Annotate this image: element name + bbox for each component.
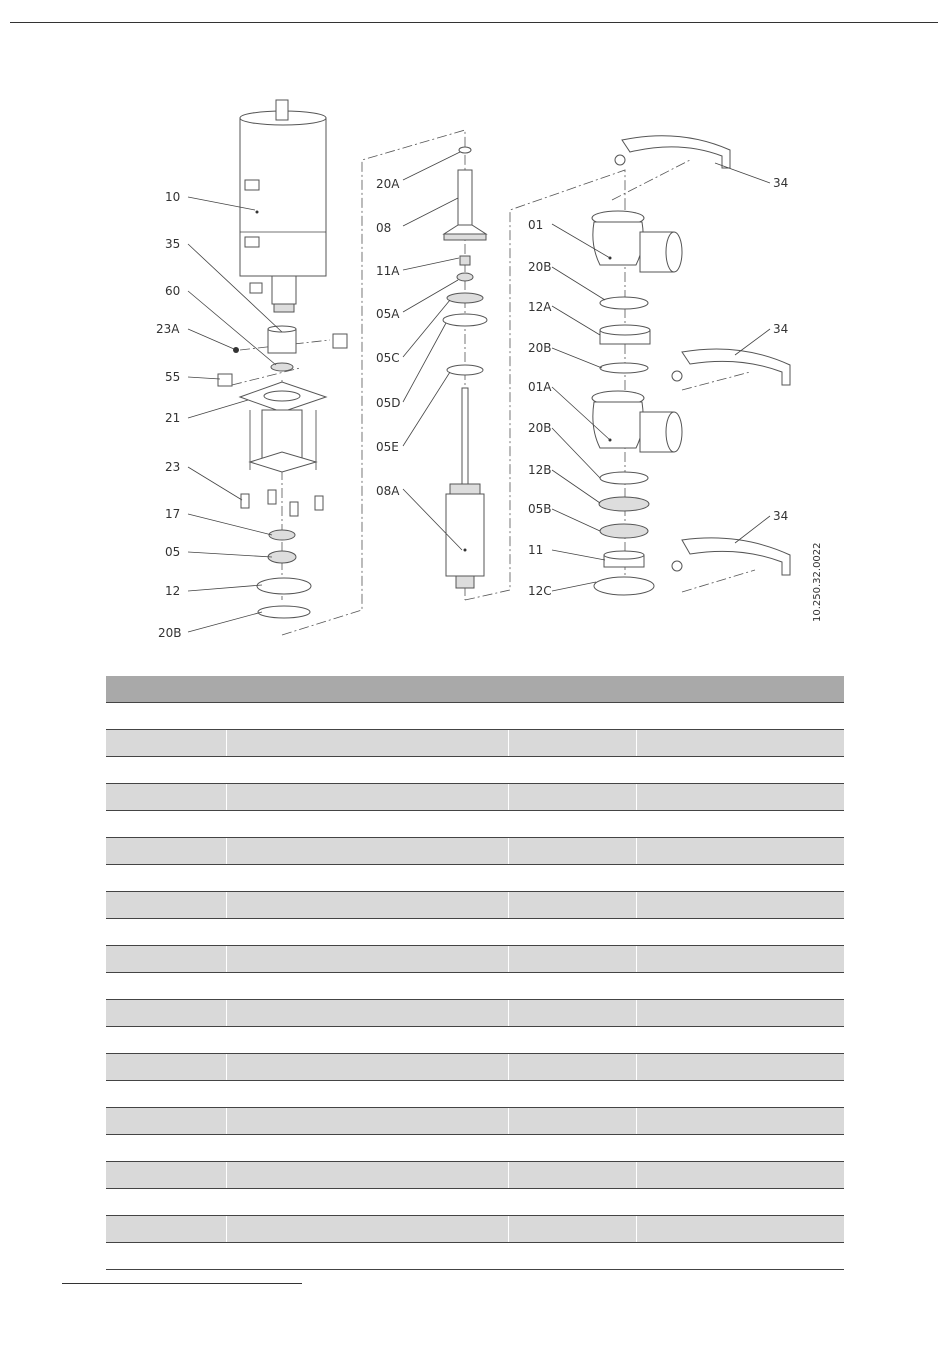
table-cell: [106, 811, 226, 838]
label-55: 55: [165, 370, 181, 384]
part-17: [269, 530, 295, 540]
table-row: [106, 1108, 844, 1135]
table-cell: [226, 1216, 508, 1243]
table-cell: [508, 1162, 636, 1189]
clamp-part-34-bottom: [672, 538, 790, 575]
table-row: [106, 838, 844, 865]
table-cell: [636, 1243, 844, 1270]
table-cell: [106, 1243, 226, 1270]
table-row: [106, 973, 844, 1000]
table-cell: [508, 1216, 636, 1243]
table-header-cell: [508, 676, 636, 703]
table-cell: [106, 946, 226, 973]
table-cell: [636, 1000, 844, 1027]
table-cell: [226, 865, 508, 892]
table-cell: [226, 838, 508, 865]
label-05B: 05B: [528, 502, 552, 516]
table-cell: [106, 1081, 226, 1108]
table-row: [106, 1162, 844, 1189]
table-cell: [226, 919, 508, 946]
clamp-part-34-top: [615, 136, 730, 168]
table-cell: [106, 838, 226, 865]
label-05D: 05D: [376, 396, 401, 410]
table-row: [106, 1243, 844, 1270]
table-cell: [636, 973, 844, 1000]
table-cell: [226, 1081, 508, 1108]
table-cell: [106, 730, 226, 757]
label-01A: 01A: [528, 380, 552, 394]
label-20B-left: 20B: [158, 626, 182, 640]
table-row: [106, 1216, 844, 1243]
table-row: [106, 919, 844, 946]
part-12A: [600, 325, 650, 344]
table-cell: [226, 892, 508, 919]
part-23A: [233, 347, 239, 353]
part-05D: [443, 314, 487, 326]
part-11: [604, 551, 644, 567]
part-60: [271, 363, 293, 371]
table-cell: [226, 703, 508, 730]
table-cell: [508, 1108, 636, 1135]
table-row: [106, 757, 844, 784]
table-cell: [636, 1054, 844, 1081]
table-cell: [508, 784, 636, 811]
label-10: 10: [165, 190, 181, 204]
table-cell: [226, 757, 508, 784]
clamp-line-1: [612, 160, 690, 200]
bottom-rule: [62, 1283, 302, 1284]
label-34-bottom: 34: [773, 509, 789, 523]
label-23A: 23A: [156, 322, 180, 336]
label-21: 21: [165, 411, 181, 425]
label-11A: 11A: [376, 264, 400, 278]
label-05C: 05C: [376, 351, 400, 365]
table-row: [106, 1027, 844, 1054]
plug-part-08A: [446, 388, 484, 588]
part-20B-right-1: [600, 297, 648, 309]
table-cell: [636, 865, 844, 892]
part-20B-right-3: [600, 472, 648, 484]
table-cell: [226, 1108, 508, 1135]
table-cell: [636, 1108, 844, 1135]
table-cell: [508, 757, 636, 784]
table-row: [106, 1054, 844, 1081]
exploded-view-drawing: [0, 0, 950, 670]
table-cell: [636, 730, 844, 757]
table-row: [106, 1189, 844, 1216]
label-23: 23: [165, 460, 181, 474]
table-header-cell: [106, 676, 226, 703]
table-cell: [508, 1027, 636, 1054]
part-20B-left: [258, 606, 310, 618]
table-cell: [106, 1216, 226, 1243]
table-header-cell: [226, 676, 508, 703]
part-12: [257, 578, 311, 594]
table-cell: [636, 946, 844, 973]
label-01: 01: [528, 218, 544, 232]
table-cell: [508, 730, 636, 757]
table-cell: [106, 1189, 226, 1216]
table-cell: [226, 784, 508, 811]
table-cell: [226, 1135, 508, 1162]
table-cell: [636, 703, 844, 730]
table-cell: [636, 1216, 844, 1243]
label-08A: 08A: [376, 484, 400, 498]
table-cell: [508, 1243, 636, 1270]
table-cell: [508, 811, 636, 838]
table-cell: [508, 1189, 636, 1216]
label-34-mid: 34: [773, 322, 789, 336]
table-cell: [106, 973, 226, 1000]
label-05: 05: [165, 545, 181, 559]
part-20A: [459, 147, 471, 153]
label-11: 11: [528, 543, 544, 557]
label-12A: 12A: [528, 300, 552, 314]
table-row: [106, 865, 844, 892]
label-34-top: 34: [773, 176, 789, 190]
part-bracket-small: [333, 334, 347, 348]
table-cell: [508, 865, 636, 892]
table-row: [106, 1000, 844, 1027]
table-cell: [636, 919, 844, 946]
table-cell: [636, 892, 844, 919]
lantern-part-21: [240, 382, 326, 472]
coupling-part-35: [268, 326, 296, 353]
table-cell: [106, 919, 226, 946]
table-cell: [226, 1243, 508, 1270]
label-05E: 05E: [376, 440, 399, 454]
label-12B: 12B: [528, 463, 552, 477]
table-cell: [636, 1135, 844, 1162]
table-cell: [106, 1135, 226, 1162]
table-cell: [226, 1162, 508, 1189]
table-cell: [636, 1027, 844, 1054]
table-row: [106, 811, 844, 838]
table-cell: [106, 784, 226, 811]
label-20B-right-2: 20B: [528, 341, 552, 355]
label-08: 08: [376, 221, 392, 235]
label-60: 60: [165, 284, 181, 298]
clamp-line-3: [682, 570, 755, 592]
table-row: [106, 1081, 844, 1108]
table-cell: [226, 946, 508, 973]
table-cell: [106, 892, 226, 919]
label-20A: 20A: [376, 177, 400, 191]
table-cell: [106, 1054, 226, 1081]
part-05A: [457, 273, 473, 281]
table-cell: [106, 1000, 226, 1027]
housing-part-01A: [592, 391, 682, 452]
table-cell: [636, 784, 844, 811]
table-cell: [508, 1081, 636, 1108]
table-cell: [226, 1054, 508, 1081]
table-header-cell: [636, 676, 844, 703]
table-cell: [636, 1081, 844, 1108]
table-cell: [106, 1162, 226, 1189]
table-cell: [226, 973, 508, 1000]
table-cell: [226, 811, 508, 838]
table-cell: [226, 1000, 508, 1027]
table-cell: [226, 1027, 508, 1054]
table-cell: [636, 1189, 844, 1216]
part-11A: [460, 256, 470, 265]
table-cell: [106, 1108, 226, 1135]
table-row: [106, 1135, 844, 1162]
table-cell: [508, 946, 636, 973]
table-cell: [636, 838, 844, 865]
part-12B: [599, 497, 649, 511]
housing-part-01: [592, 211, 682, 272]
table-cell: [508, 892, 636, 919]
table-cell: [636, 757, 844, 784]
part-05B: [600, 524, 648, 538]
table-cell: [508, 703, 636, 730]
table-cell: [508, 1000, 636, 1027]
table-cell: [106, 865, 226, 892]
table-row: [106, 892, 844, 919]
label-12C: 12C: [528, 584, 552, 598]
table-cell: [636, 811, 844, 838]
table-cell: [106, 1027, 226, 1054]
label-12: 12: [165, 584, 181, 598]
label-05A: 05A: [376, 307, 400, 321]
actuator-part-10: [240, 100, 326, 312]
label-20B-right-1: 20B: [528, 260, 552, 274]
clamp-line-2: [682, 372, 750, 390]
drawing-reference-number: 10.250.32.0022: [812, 542, 823, 622]
table-row: [106, 703, 844, 730]
table-cell: [508, 1054, 636, 1081]
table-row: [106, 730, 844, 757]
part-05E: [447, 365, 483, 375]
part-20B-right-2: [600, 363, 648, 373]
part-05C: [447, 293, 483, 303]
table-cell: [508, 838, 636, 865]
table-cell: [226, 730, 508, 757]
label-17: 17: [165, 507, 181, 521]
table-cell: [106, 703, 226, 730]
table-cell: [106, 757, 226, 784]
table-row: [106, 946, 844, 973]
parts-table-body: [106, 703, 844, 1270]
side-line-2: [232, 368, 300, 385]
clamp-part-34-mid: [672, 349, 790, 385]
label-35: 35: [165, 237, 181, 251]
table-row: [106, 784, 844, 811]
table-header-row: [106, 676, 844, 703]
table-cell: [508, 919, 636, 946]
part-12C: [594, 577, 654, 595]
part-05: [268, 551, 296, 563]
parts-table: [106, 676, 844, 1270]
table-cell: [636, 1162, 844, 1189]
table-cell: [226, 1189, 508, 1216]
stem-part-08: [444, 170, 486, 240]
table-cell: [508, 1135, 636, 1162]
table-cell: [508, 973, 636, 1000]
label-20B-right-3: 20B: [528, 421, 552, 435]
part-55: [218, 374, 232, 386]
